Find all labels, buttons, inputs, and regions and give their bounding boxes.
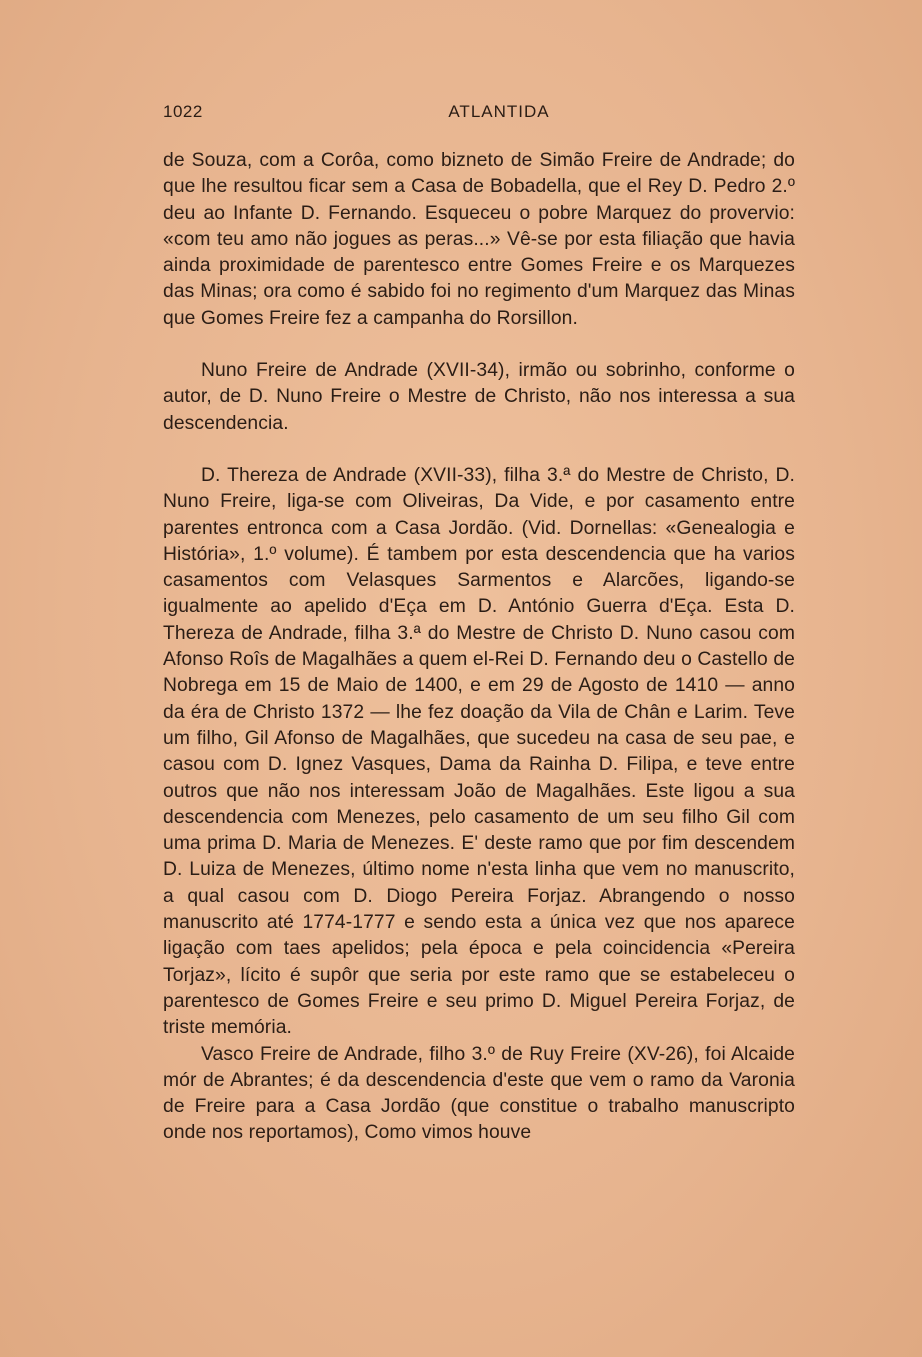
- paragraph-nuno-freire: Nuno Freire de Andrade (XVII-34), irmão ou sobrinho, conforme o autor, de D. Nuno Freire o Mestre de Christo, não nos interessa a sua descendencia.: [163, 360, 795, 434]
- page-number: 1022: [163, 102, 203, 121]
- paragraph-continuation: de Souza, com a Corôa, como bizneto de Simão Freire de Andrade; do que lhe resultou ficar sem a Casa de Bobadella, que el Rey D. Pedro 2.º deu ao Infante D. Fernando. Esqueceu o pobre Marquez do provervio: «com teu amo não jogues as peras...» Vê-se por esta filiação que havia ainda proximidade de parentesco entre Gomes Freire e os Marquezes das Minas; ora como é sabido foi no regimento d'um Marquez das Minas que Gomes Freire fez a campanha do Rorsillon.: [163, 150, 795, 329]
- running-head: [163, 102, 795, 128]
- body-text: [163, 148, 795, 1147]
- journal-title: ATLANTIDA: [448, 102, 550, 121]
- paragraph-vasco-freire: Vasco Freire de Andrade, filho 3.º de Ruy Freire (XV-26), foi Alcaide mór de Abrantes; é da descendencia d'este que vem o ramo da Varonia de Freire para a Casa Jordão (que constitue o trabalho manuscripto onde nos reportamos), Como vimos houve: [163, 1043, 795, 1144]
- paragraph-thereza-de-andrade: D. Thereza de Andrade (XVII-33), filha 3.ª do Mestre de Christo, D. Nuno Freire, liga-se com Oliveiras, Da Vide, e por casamento entre parentes entronca com a Casa Jordão. (Vid. Dornellas: «Genealogia e História», 1.º volume). É tambem por esta descendencia que ha varios casamentos com Velasques Sarmentos e Alarcões, ligando-se igualmente ao apelido d'Eça em D. António Guerra d'Eça. Esta D. Thereza de Andrade, filha 3.ª do Mestre de Christo D. Nuno casou com Afonso Roîs de Magalhães a quem el-Rei D. Fernando deu o Castello de Nobrega em 15 de Maio de 1400, e em 29 de Agosto de 1410 — anno da éra de Christo 1372 — lhe fez doação da Vila de Chân e Larim. Teve um filho, Gil Afonso de Magalhães, que sucedeu na casa de seu pae, e casou com D. Ignez Vasques, Dama da Rainha D. Filipa, e teve entre outros que não nos interessam João de Magalhães. Este ligou a sua descendencia com Menezes, pelo casamento de um seu filho Gil com uma prima D. Maria de Menezes. E' deste ramo que por fim descendem D. Luiza de Menezes, último nome n'esta linha que vem no manuscrito, a qual casou com D. Diogo Pereira Forjaz. Abrangendo o nosso manuscrito até 1774-1777 e sendo esta a única vez que nos aparece ligação com taes apelidos; pela época e pela coincidencia «Pereira Torjaz», lícito é supôr que seria por este ramo que se estabeleceu o parentesco de Gomes Freire e seu primo D. Miguel Pereira Forjaz, de triste memória.: [163, 464, 795, 1039]
